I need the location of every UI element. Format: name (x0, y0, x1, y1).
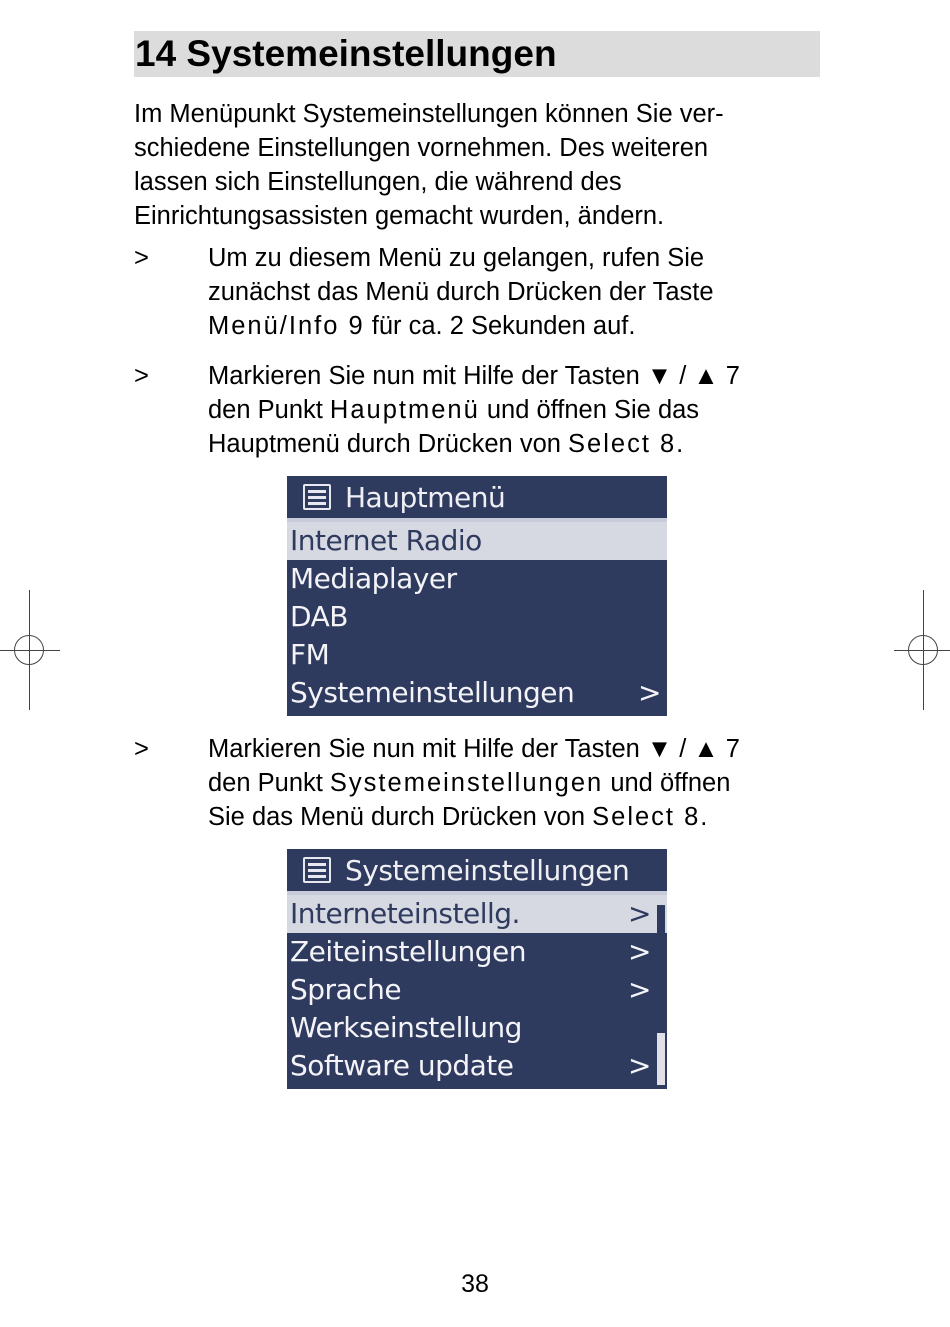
menu-item-systemeinstellungen (287, 674, 667, 712)
step-2 (134, 359, 824, 461)
registration-mark-right (894, 590, 950, 710)
step-text: und öffnen (603, 769, 731, 797)
intro-line: lassen sich Einstellungen, die während des (134, 168, 622, 196)
menu-item-dab: DAB (290, 600, 348, 633)
screen-menu-list (287, 895, 667, 1085)
step-line: Markieren Sie nun mit Hilfe der Tasten ▼ / ▲ 7 (208, 362, 740, 390)
menu-item-label: Zeiteinstellungen (290, 935, 527, 968)
screen-menu-list (287, 522, 667, 712)
registration-mark-left (0, 590, 60, 710)
key-label: Hauptmenü (329, 396, 480, 424)
screen-scrollbar (657, 905, 665, 1085)
scrollbar-thumb (657, 1033, 665, 1085)
menu-item-internet-radio: Internet Radio (287, 522, 667, 560)
step-line: Markieren Sie nun mit Hilfe der Tasten ▼ / ▲ 7 (208, 735, 740, 763)
step-text: Hauptmenü durch Drücken von (208, 430, 569, 458)
menu-item-label: Systemeinstellungen (290, 676, 575, 709)
step-line (208, 800, 824, 834)
key-label: Systemeinstellungen (329, 769, 604, 797)
chevron-right-icon: > (638, 676, 661, 709)
menu-item-label: Sprache (290, 973, 402, 1006)
menu-item-mediaplayer: Mediaplayer (290, 562, 457, 595)
intro-line: schiedene Einstellungen vornehmen. Des weiteren (134, 134, 709, 162)
chevron-right-icon: > (628, 1049, 651, 1082)
menu-item-zeiteinstellungen (287, 933, 667, 971)
step-text: und öffnen Sie das (479, 396, 700, 424)
step-line (208, 427, 824, 461)
screen-header (287, 476, 667, 518)
screen-systemeinstellungen (287, 849, 667, 1089)
step-line: zunächst das Menü durch Drücken der Taste (208, 278, 714, 306)
key-label: Select 8 (568, 430, 677, 458)
key-label: Menü/Info 9 (208, 312, 365, 340)
menu-item-label: Interneteinstellg. (290, 897, 520, 930)
menu-item-interneteinstellg (287, 895, 667, 933)
step-text: . (700, 803, 708, 831)
screen-hauptmenu (287, 476, 667, 716)
page-number: 38 (461, 1270, 489, 1298)
screen-header (287, 849, 667, 891)
menu-item-sprache (287, 971, 667, 1009)
step-text: für ca. 2 Sekunden auf. (364, 312, 636, 340)
step-marker: > (134, 362, 149, 390)
page-title: 14 Systemeinstellungen (135, 33, 557, 74)
menu-item-label: Software update (290, 1049, 514, 1082)
step-line: Um zu diesem Menü zu gelangen, rufen Sie (208, 244, 705, 272)
menu-list-icon (303, 484, 331, 510)
chevron-right-icon: > (628, 973, 651, 1006)
intro-paragraph (134, 97, 824, 233)
menu-item-software-update (287, 1047, 667, 1085)
step-line (208, 766, 824, 800)
menu-item-fm: FM (290, 638, 330, 671)
screen-title: Hauptmenü (345, 480, 506, 514)
step-marker: > (134, 244, 149, 272)
intro-line: Im Menüpunkt Systemeinstellungen können Sie ver- (134, 100, 724, 128)
chevron-right-icon: > (628, 935, 651, 968)
step-3 (134, 732, 824, 834)
screen-title: Systemeinstellungen (345, 853, 630, 887)
heading-bar (134, 31, 820, 77)
menu-item-werkseinstellung: Werkseinstellung (290, 1011, 522, 1044)
step-1 (134, 241, 824, 343)
step-line (208, 393, 824, 427)
step-text: den Punkt (208, 769, 330, 797)
step-text: Sie das Menü durch Drücken von (208, 803, 593, 831)
step-text: . (676, 430, 684, 458)
intro-line: Einrichtungsassisten gemacht wurden, ändern. (134, 202, 665, 230)
step-marker: > (134, 735, 149, 763)
step-line (208, 309, 824, 343)
menu-list-icon (303, 857, 331, 883)
key-label: Select 8 (592, 803, 701, 831)
chevron-right-icon: > (628, 897, 651, 930)
step-text: den Punkt (208, 396, 330, 424)
